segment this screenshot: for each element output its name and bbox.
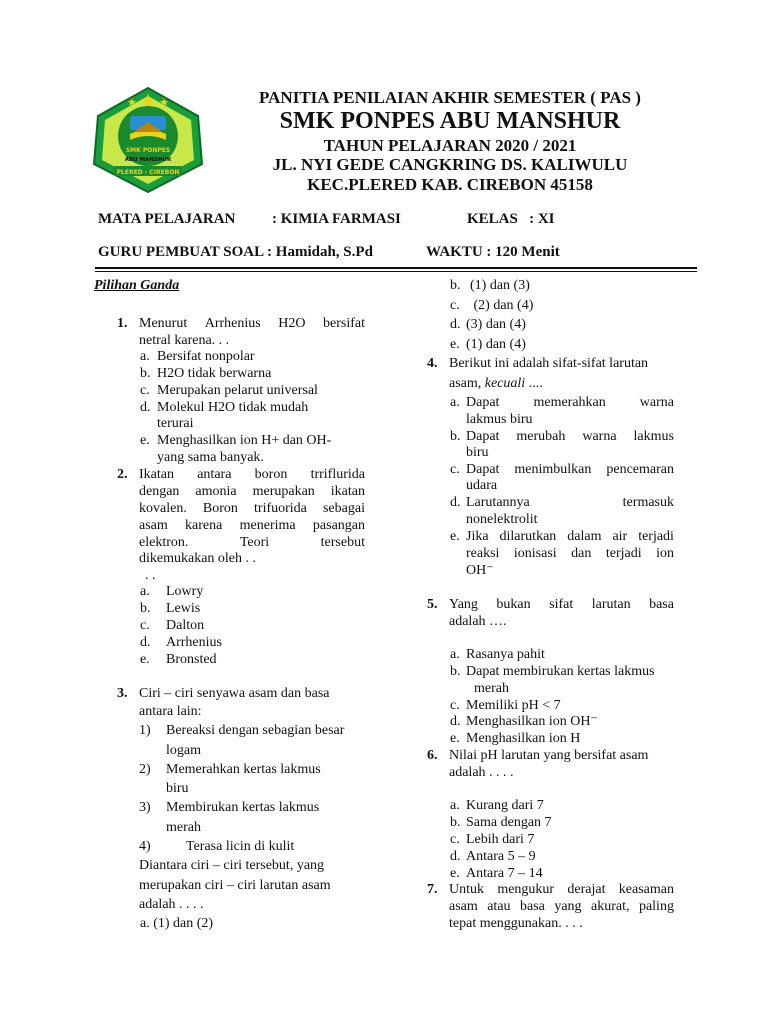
q6-text-line2: adalah . . . . — [449, 765, 514, 780]
q1-option-text: H2O tidak berwarna — [157, 366, 272, 381]
q2-option-label: d. — [140, 635, 151, 650]
q3-text-line2: antara lain: — [139, 704, 202, 719]
q2-text-line5: elektron. Teori tersebut — [139, 535, 365, 550]
header-school-name: SMK PONPES ABU MANSHUR — [279, 108, 621, 134]
q2-option-label: a. — [140, 584, 150, 599]
q1-option-text: terurai — [157, 416, 194, 431]
q2-text-line6: dikemukakan oleh . . — [139, 551, 257, 566]
q5-option-text: Rasanya pahit — [466, 647, 545, 662]
q1-option-text: Molekul H2O tidak mudah — [157, 400, 309, 415]
logo-arc-text: ABU MANSHUR — [124, 157, 172, 163]
q6-option-text: Antara 7 – 14 — [466, 866, 543, 881]
q1-option-text: Merupakan pelarut universal — [157, 383, 318, 398]
q2-option-label: c. — [140, 618, 150, 633]
q3-option-text: (1) dan (3) — [470, 278, 530, 293]
q3-item-label: 3) — [139, 800, 151, 815]
q3-item-text: biru — [166, 781, 189, 796]
q5-option-label: e. — [450, 731, 460, 746]
subject-value: : KIMIA FARMASI — [272, 211, 401, 227]
header-divider — [95, 267, 697, 269]
q5-text-line2: adalah …. — [449, 614, 507, 629]
q2-option-label: e. — [140, 652, 150, 667]
q2-option-label: b. — [140, 601, 151, 616]
q7-number: 7. — [427, 882, 438, 897]
q4-option-text: Dapat menimbulkan pencemaran — [466, 462, 674, 477]
q3-item-label: 2) — [139, 762, 151, 777]
q5-option-label: a. — [450, 647, 460, 662]
q4-text-line1: Berikut ini adalah sifat-sifat larutan — [449, 356, 649, 371]
q3-option-label: d. — [450, 317, 461, 332]
header-divider-thin — [95, 271, 697, 272]
class-info: KELAS : XI — [467, 211, 555, 227]
q6-option-label: c. — [450, 832, 460, 847]
q2-option-text: Lowry — [166, 584, 204, 599]
q6-option-text: Lebih dari 7 — [466, 832, 535, 847]
q5-option-text: merah — [474, 681, 509, 696]
q3-text-line1: Ciri – ciri senyawa asam dan basa — [139, 686, 330, 701]
subject-label: MATA PELAJARAN — [98, 211, 236, 227]
q1-option-text: Bersifat nonpolar — [157, 349, 255, 364]
q5-text-line1: Yang bukan sifat larutan basa — [449, 597, 674, 612]
q1-text-line1: Menurut Arrhenius H2O bersifat — [139, 316, 365, 331]
teacher-info: GURU PEMBUAT SOAL : Hamidah, S.Pd — [98, 244, 373, 260]
q4-option-label: e. — [450, 529, 460, 544]
q1-option-text: Menghasilkan ion H+ dan OH- — [157, 433, 332, 448]
q6-option-label: a. — [450, 798, 460, 813]
q4-option-text: udara — [466, 478, 498, 493]
q7-text-line3: tepat menggunakan. . . . — [449, 916, 583, 931]
q2-text-line2: dengan amonia merupakan ikatan — [139, 484, 365, 499]
header-school-year: TAHUN PELAJARAN 2020 / 2021 — [323, 136, 577, 155]
q5-option-text: Menghasilkan ion OH⁻ — [466, 714, 598, 729]
q6-option-text: Kurang dari 7 — [466, 798, 544, 813]
q4-option-text: Jika dilarutkan dalam air terjadi — [466, 529, 674, 544]
q2-text-line4: asam karena menerima pasangan — [139, 518, 365, 533]
q1-number: 1. — [117, 316, 128, 331]
q3-item-text: Memerahkan kertas lakmus — [166, 762, 321, 777]
q5-option-label: d. — [450, 714, 461, 729]
q3-option-text: (3) dan (4) — [466, 317, 526, 332]
q4-option-text: Dapat merubah warna lakmus — [466, 429, 674, 444]
q4-option-text: biru — [466, 445, 489, 460]
q7-text-line2: asam atau basa yang akurat, paling — [449, 899, 674, 914]
q5-option-text: Dapat membirukan kertas lakmus — [466, 664, 655, 679]
q5-option-label: b. — [450, 664, 461, 679]
q4-option-text: Larutannya termasuk — [466, 495, 674, 510]
q2-option-text: Dalton — [166, 618, 205, 633]
q3-option-label: b. — [450, 278, 461, 293]
q3-option-label: e. — [450, 337, 460, 352]
q1-option-label: c. — [140, 383, 150, 398]
q2-text-line3: kovalen. Boron trifuorida sebagai — [139, 501, 365, 516]
q6-number: 6. — [427, 748, 438, 763]
q3-item-text: logam — [166, 743, 201, 758]
logo-bottom-text: PLERED - CIREBON — [116, 169, 180, 176]
q2-option-text: Arrhenius — [166, 635, 222, 650]
q2-number: 2. — [117, 467, 128, 482]
q4-number: 4. — [427, 356, 438, 371]
q5-option-label: c. — [450, 698, 460, 713]
q3-item-label: 1) — [139, 723, 151, 738]
q4-option-text: Dapat memerahkan warna — [466, 395, 674, 410]
q3-item-label: 4) — [139, 839, 151, 854]
q5-number: 5. — [427, 597, 438, 612]
q3-item-text: merah — [166, 820, 201, 835]
q1-option-label: d. — [140, 400, 151, 415]
q7-text-line1: Untuk mengukur derajat keasaman — [449, 882, 674, 897]
q3-question-line2: merupakan ciri – ciri larutan asam — [139, 878, 331, 893]
header-district: KEC.PLERED KAB. CIREBON 45158 — [307, 175, 593, 194]
q2-option-text: Bronsted — [166, 652, 217, 667]
q3-question-line1: Diantara ciri – ciri tersebut, yang — [139, 858, 325, 873]
q1-option-label: b. — [140, 366, 151, 381]
header-committee: PANITIA PENILAIAN AKHIR SEMESTER ( PAS ) — [259, 88, 641, 107]
q6-option-text: Sama dengan 7 — [466, 815, 552, 830]
q4-text-line2: asam, kecuali .... — [449, 376, 543, 391]
q1-text-line2: netral karena. . . — [139, 333, 230, 348]
q3-option-a: a. (1) dan (2) — [140, 916, 214, 931]
q3-question-line3: adalah . . . . — [139, 897, 204, 912]
q6-text-line1: Nilai pH larutan yang bersifat asam — [449, 748, 649, 763]
q4-option-label: b. — [450, 429, 461, 444]
q4-option-text: nonelektrolit — [466, 512, 538, 527]
time-info: WAKTU : 120 Menit — [426, 244, 560, 260]
q6-option-label: e. — [450, 866, 460, 881]
q6-option-text: Antara 5 – 9 — [466, 849, 536, 864]
q1-option-text: yang sama banyak. — [157, 450, 264, 465]
q3-number: 3. — [117, 686, 128, 701]
q5-option-text: Memiliki pH < 7 — [466, 698, 561, 713]
q4-option-label: c. — [450, 462, 460, 477]
q6-option-label: d. — [450, 849, 461, 864]
logo-top-text: SMK PONPES — [125, 147, 171, 154]
q6-option-label: b. — [450, 815, 461, 830]
q4-option-text: lakmus biru — [466, 412, 533, 427]
q2-option-text: Lewis — [166, 601, 201, 616]
q4-option-text: reaksi ionisasi dan terjadi ion — [466, 546, 674, 561]
q3-option-label: c. — [450, 298, 460, 313]
q2-text-line7: . . — [145, 568, 156, 583]
q1-option-label: e. — [140, 433, 150, 448]
q3-option-text: (2) dan (4) — [470, 298, 534, 313]
q1-option-label: a. — [140, 349, 150, 364]
q4-option-label: a. — [450, 395, 460, 410]
q4-option-text: OH⁻ — [466, 563, 494, 578]
section-title: Pilihan Ganda — [94, 278, 180, 293]
q3-option-text: (1) dan (4) — [466, 337, 526, 352]
header-address: JL. NYI GEDE CANGKRING DS. KALIWULU — [272, 155, 628, 174]
q5-option-text: Menghasilkan ion H — [466, 731, 581, 746]
q3-item-text: Terasa licin di kulit — [186, 839, 295, 854]
q2-text-line1: Ikatan antara boron trriflurida — [139, 467, 365, 482]
q3-item-text: Bereaksi dengan sebagian besar — [166, 723, 345, 738]
q4-option-label: d. — [450, 495, 461, 510]
q3-item-text: Membirukan kertas lakmus — [166, 800, 320, 815]
